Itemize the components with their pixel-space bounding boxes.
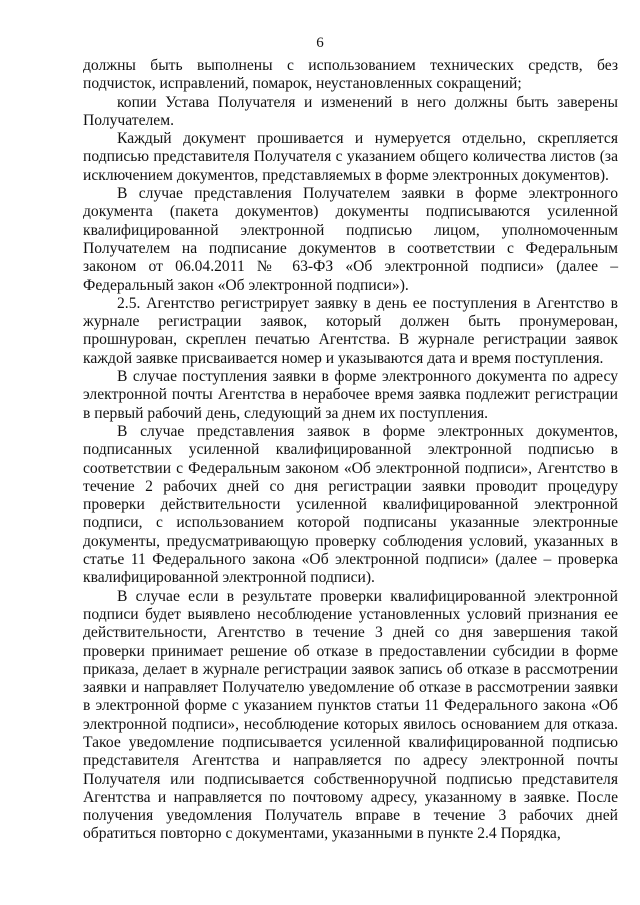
paragraph-document-binding: Каждый документ прошивается и нумеруется отдельно, скрепляется подписью представителя Получателя с указанием общего количества листов (за исключением документов, представляемых в форме электронных документов). bbox=[83, 130, 618, 184]
paragraph-electronic-application: В случае представления Получателем заявки в форме электронного документа (пакета документов) документы подписываются усиленной квалифицированной электронной подписью лицом, уполномоченным Получателем на подписание документов в соответствии с Федеральным законом от 06.04.2011 № 63-ФЗ «Об электронной подписи» (далее – Федеральный закон «Об электронной подписи»). bbox=[83, 185, 618, 294]
page-number: 6 bbox=[316, 35, 324, 51]
document-body bbox=[83, 57, 618, 844]
paragraph-refusal-procedure: В случае если в результате проверки квалифицированной электронной подписи будет выявлено несоблюдение установленных условий признания ее действительности, Агентство в течение 3 дней со дня завершения такой проверки принимает решение об отказе в предоставлении субсидии в форме приказа, делает в журнале регистрации заявок запись об отказе в рассмотрении заявки и направляет Получателю уведомление об отказе в рассмотрении заявки в электронной форме с указанием пунктов статьи 11 Федерального закона «Об электронной подписи», несоблюдение которых явилось основанием для отказа. Такое уведомление подписывается усиленной квалифицированной подписью представителя Агентства и направляется по адресу электронной почты Получателя или подписывается собственноручной подписью представителя Агентства и направляется по почтовому адресу, указанному в заявке. После получения уведомления Получатель вправе в течение 3 рабочих дней обратиться повторно с документами, указанными в пункте 2.4 Порядка, bbox=[83, 587, 618, 843]
paragraph-requirements-continuation: должны быть выполнены с использованием технических средств, без подчисток, исправлений, помарок, неустановленных сокращений; bbox=[83, 57, 618, 93]
paragraph-email-registration: В случае поступления заявки в форме электронного документа по адресу электронной почты Агентства в нерабочее время заявка подлежит регистрации в первый рабочий день, следующий за днем их поступления. bbox=[83, 368, 618, 422]
paragraph-2-5-registration: 2.5. Агентство регистрирует заявку в день ее поступления в Агентство в журнале регистрации заявок, который должен быть пронумерован, прошнурован, скреплен печатью Агентства. В журнале регистрации заявок каждой заявке присваивается номер и указываются дата и время поступления. bbox=[83, 294, 618, 367]
paragraph-signature-verification: В случае представления заявок в форме электронных документов, подписанных усиленной квалифицированной электронной подписью в соответствии с Федеральным законом «Об электронной подписи», Агентство в течение 2 рабочих дней со дня регистрации заявки проводит процедуру проверки действительности усиленной квалифицированной электронной подписи, с использованием которой подписаны указанные электронные документы, предусматривающую проверку соблюдения условий, указанных в статье 11 Федерального закона «Об электронной подписи» (далее – проверка квалифицированной электронной подписи). bbox=[83, 422, 618, 587]
paragraph-charter-copies: копии Устава Получателя и изменений в него должны быть заверены Получателем. bbox=[83, 93, 618, 129]
